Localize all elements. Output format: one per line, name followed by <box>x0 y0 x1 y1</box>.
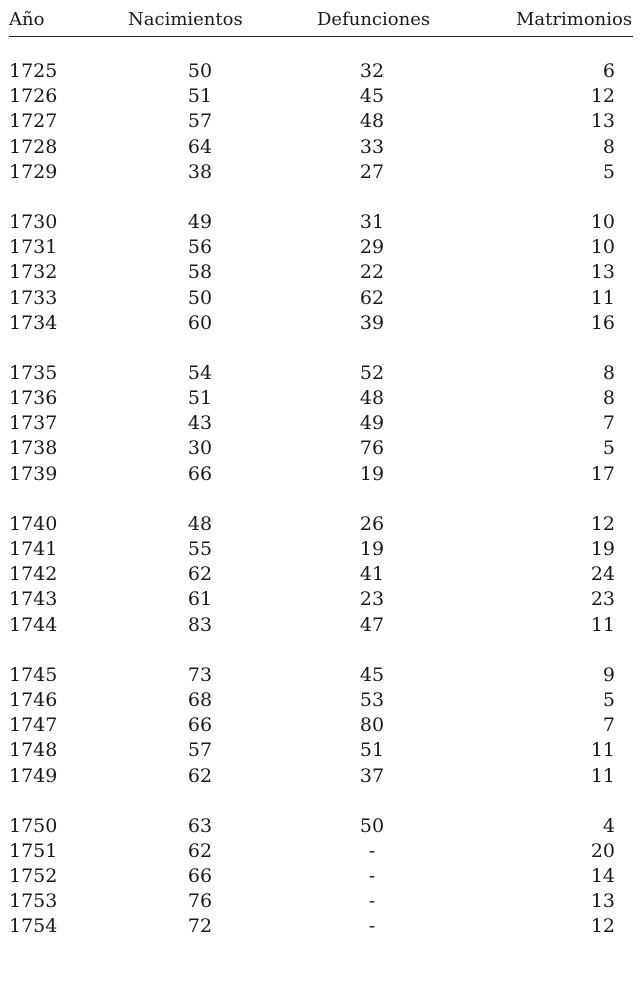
table-row <box>0 84 644 109</box>
cell-deaths: 49 <box>359 412 385 435</box>
cell-deaths: 33 <box>359 135 385 158</box>
cell-marriages: 11 <box>590 613 615 636</box>
cell-deaths: - <box>368 915 376 938</box>
cell-year: 1744 <box>9 613 58 636</box>
table-row <box>0 436 644 461</box>
table-row <box>0 688 644 713</box>
cell-births: 48 <box>187 512 213 535</box>
table-row <box>0 462 644 487</box>
cell-births: 57 <box>187 739 213 762</box>
cell-births: 62 <box>187 563 213 586</box>
cell-deaths: 37 <box>359 764 385 787</box>
cell-births: 51 <box>187 85 213 108</box>
cell-year: 1743 <box>9 588 58 611</box>
cell-marriages: 12 <box>590 915 615 938</box>
table-row <box>0 59 644 84</box>
cell-marriages: 8 <box>602 135 615 158</box>
table-row <box>0 713 644 738</box>
cell-deaths: 26 <box>359 512 385 535</box>
cell-year: 1737 <box>9 412 58 435</box>
cell-year: 1752 <box>9 865 58 888</box>
cell-deaths: 76 <box>359 437 385 460</box>
cell-marriages: 12 <box>590 85 615 108</box>
cell-births: 64 <box>187 135 213 158</box>
cell-year: 1742 <box>9 563 58 586</box>
cell-year: 1746 <box>9 688 58 711</box>
cell-births: 54 <box>187 361 213 384</box>
row-group <box>0 361 644 487</box>
table-header <box>0 9 644 33</box>
column-header-marriages: Matrimonios <box>516 9 633 30</box>
table-row <box>0 361 644 386</box>
table-row <box>0 235 644 260</box>
table-row <box>0 260 644 285</box>
cell-year: 1740 <box>9 512 58 535</box>
cell-births: 73 <box>187 663 213 686</box>
cell-births: 62 <box>187 839 213 862</box>
cell-deaths: 53 <box>359 688 385 711</box>
table-row <box>0 764 644 789</box>
cell-births: 66 <box>187 714 213 737</box>
cell-births: 76 <box>187 890 213 913</box>
table-row <box>0 738 644 763</box>
table-row <box>0 109 644 134</box>
cell-deaths: 51 <box>359 739 385 762</box>
table-row <box>0 839 644 864</box>
cell-deaths: 52 <box>359 361 385 384</box>
table-row <box>0 537 644 562</box>
cell-year: 1736 <box>9 387 58 410</box>
cell-marriages: 5 <box>602 160 615 183</box>
cell-year: 1750 <box>9 814 58 837</box>
cell-marriages: 7 <box>602 714 615 737</box>
cell-marriages: 19 <box>590 538 615 560</box>
cell-marriages: 16 <box>590 311 615 334</box>
row-group <box>0 59 644 185</box>
cell-marriages: 13 <box>590 261 615 284</box>
row-group <box>0 814 644 940</box>
cell-deaths: 29 <box>359 236 385 259</box>
cell-year: 1731 <box>9 236 58 259</box>
cell-births: 63 <box>187 814 213 837</box>
cell-marriages: 11 <box>590 764 615 787</box>
table-row <box>0 386 644 411</box>
cell-marriages: 12 <box>590 512 615 535</box>
cell-year: 1745 <box>9 663 58 686</box>
cell-marriages: 4 <box>602 814 615 837</box>
cell-births: 55 <box>187 538 213 560</box>
column-header-births: Nacimientos <box>128 9 243 30</box>
cell-deaths: 41 <box>359 563 385 586</box>
cell-deaths: 62 <box>359 286 385 309</box>
cell-marriages: 10 <box>590 236 615 259</box>
cell-deaths: - <box>368 839 376 862</box>
cell-deaths: 31 <box>359 210 385 233</box>
cell-year: 1749 <box>9 764 58 787</box>
cell-marriages: 24 <box>590 563 615 586</box>
cell-year: 1735 <box>9 361 58 384</box>
cell-deaths: 27 <box>359 160 385 183</box>
table-body <box>0 59 644 965</box>
table-row <box>0 889 644 914</box>
cell-year: 1747 <box>9 714 58 737</box>
cell-marriages: 8 <box>602 387 615 410</box>
cell-births: 66 <box>187 462 213 485</box>
cell-births: 62 <box>187 764 213 787</box>
cell-deaths: 45 <box>359 663 385 686</box>
cell-year: 1739 <box>9 462 58 485</box>
cell-births: 66 <box>187 865 213 888</box>
row-group <box>0 210 644 336</box>
cell-year: 1733 <box>9 286 58 309</box>
cell-births: 83 <box>187 613 213 636</box>
cell-marriages: 14 <box>590 865 615 888</box>
cell-births: 51 <box>187 387 213 410</box>
table-row <box>0 311 644 336</box>
cell-marriages: 6 <box>602 60 615 82</box>
table-row <box>0 286 644 311</box>
cell-year: 1748 <box>9 739 58 762</box>
table-row <box>0 210 644 235</box>
cell-deaths: 19 <box>359 538 385 560</box>
table-row <box>0 864 644 889</box>
cell-year: 1729 <box>9 160 58 183</box>
cell-year: 1732 <box>9 261 58 284</box>
cell-births: 68 <box>187 688 213 711</box>
row-group <box>0 512 644 638</box>
cell-year: 1728 <box>9 135 58 158</box>
cell-deaths: 50 <box>359 814 385 837</box>
table-row <box>0 411 644 436</box>
cell-marriages: 20 <box>590 839 615 862</box>
cell-year: 1726 <box>9 85 58 108</box>
cell-births: 50 <box>187 286 213 309</box>
cell-births: 56 <box>187 236 213 259</box>
cell-marriages: 23 <box>590 588 615 611</box>
cell-births: 61 <box>187 588 213 611</box>
cell-births: 49 <box>187 210 213 233</box>
cell-year: 1727 <box>9 110 58 133</box>
cell-year: 1753 <box>9 890 58 913</box>
cell-deaths: 48 <box>359 387 385 410</box>
table-row <box>0 814 644 839</box>
cell-marriages: 7 <box>602 412 615 435</box>
cell-deaths: 45 <box>359 85 385 108</box>
cell-deaths: - <box>368 865 376 888</box>
cell-year: 1741 <box>9 538 58 560</box>
cell-deaths: 47 <box>359 613 385 636</box>
cell-deaths: 80 <box>359 714 385 737</box>
cell-marriages: 8 <box>602 361 615 384</box>
cell-marriages: 13 <box>590 890 615 913</box>
table-row <box>0 914 644 939</box>
cell-year: 1751 <box>9 839 58 862</box>
cell-year: 1734 <box>9 311 58 334</box>
cell-deaths: 22 <box>359 261 385 284</box>
cell-deaths: 48 <box>359 110 385 133</box>
cell-births: 58 <box>187 261 213 284</box>
cell-deaths: 39 <box>359 311 385 334</box>
cell-births: 57 <box>187 110 213 133</box>
header-rule <box>9 36 633 37</box>
cell-marriages: 9 <box>602 663 615 686</box>
cell-year: 1738 <box>9 437 58 460</box>
cell-deaths: 32 <box>359 60 385 82</box>
table-row <box>0 613 644 638</box>
cell-marriages: 13 <box>590 110 615 133</box>
cell-deaths: - <box>368 890 376 913</box>
cell-marriages: 5 <box>602 688 615 711</box>
cell-marriages: 11 <box>590 739 615 762</box>
row-group <box>0 663 644 789</box>
cell-marriages: 17 <box>590 462 615 485</box>
table-row <box>0 663 644 688</box>
table-row <box>0 160 644 185</box>
table-row <box>0 587 644 612</box>
cell-births: 50 <box>187 60 213 82</box>
cell-year: 1730 <box>9 210 58 233</box>
cell-births: 30 <box>187 437 213 460</box>
cell-deaths: 19 <box>359 462 385 485</box>
cell-year: 1725 <box>9 60 58 82</box>
cell-marriages: 5 <box>602 437 615 460</box>
cell-year: 1754 <box>9 915 58 938</box>
table-row <box>0 135 644 160</box>
cell-births: 72 <box>187 915 213 938</box>
cell-marriages: 10 <box>590 210 615 233</box>
cell-deaths: 23 <box>359 588 385 611</box>
cell-births: 60 <box>187 311 213 334</box>
cell-births: 43 <box>187 412 213 435</box>
column-header-deaths: Defunciones <box>317 9 431 30</box>
table-row <box>0 562 644 587</box>
cell-marriages: 11 <box>590 286 615 309</box>
table-row <box>0 512 644 537</box>
cell-births: 38 <box>187 160 213 183</box>
column-header-year: Año <box>9 9 45 30</box>
